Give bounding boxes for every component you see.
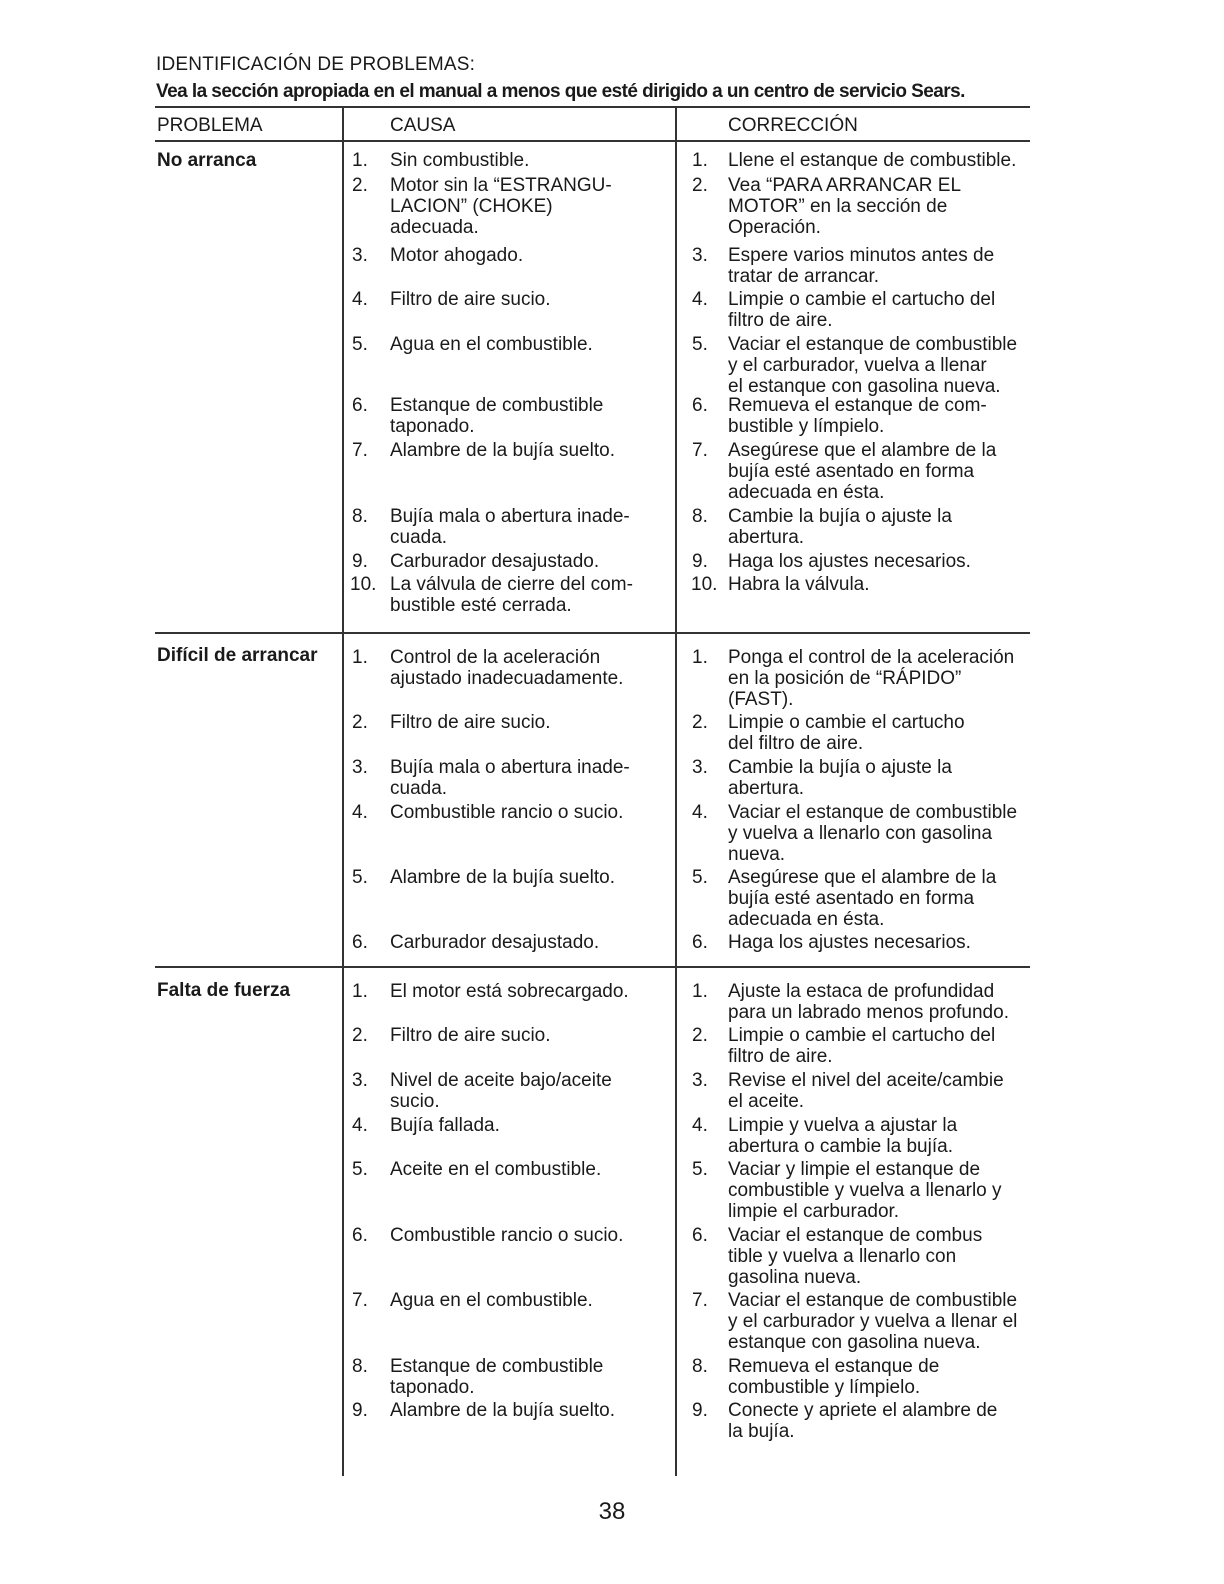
cause-text: Nivel de aceite bajo/aceite sucio. bbox=[390, 1070, 612, 1112]
correction-text: Limpie o cambie el cartucho del filtro de aire. bbox=[728, 289, 996, 331]
correction-text: Habra la válvula. bbox=[728, 574, 870, 595]
cause-text: Bujía fallada. bbox=[390, 1115, 500, 1136]
cause-number: 2. bbox=[352, 1025, 368, 1046]
correction-number: 2. bbox=[692, 1025, 708, 1046]
correction-number: 1. bbox=[692, 981, 708, 1002]
cause-number: 5. bbox=[352, 334, 368, 355]
cause-number: 1. bbox=[352, 981, 368, 1002]
correction-number: 5. bbox=[692, 867, 708, 888]
correction-text: Ajuste la estaca de profundidad para un labrado menos profundo. bbox=[728, 981, 1009, 1023]
cause-text: Sin combustible. bbox=[390, 150, 530, 171]
correction-text: Vaciar el estanque de combustible y el carburador, vuelva a llenar el estanque con gasolina nueva. bbox=[728, 334, 1018, 397]
problem-label: Difícil de arrancar bbox=[157, 645, 318, 666]
cause-text: Bujía mala o abertura inade- cuada. bbox=[390, 506, 630, 548]
correction-text: Haga los ajustes necesarios. bbox=[728, 932, 971, 953]
column-divider bbox=[342, 106, 344, 1476]
cause-number: 6. bbox=[352, 932, 368, 953]
cause-text: El motor está sobrecargado. bbox=[390, 981, 629, 1002]
cause-text: Carburador desajustado. bbox=[390, 932, 600, 953]
cause-text: Motor ahogado. bbox=[390, 245, 524, 266]
correction-number: 6. bbox=[692, 932, 708, 953]
cause-number: 4. bbox=[352, 802, 368, 823]
column-divider bbox=[675, 106, 677, 1476]
header-causa: CAUSA bbox=[390, 115, 456, 136]
cause-number: 9. bbox=[352, 1400, 368, 1421]
correction-number: 8. bbox=[692, 506, 708, 527]
cause-text: Bujía mala o abertura inade- cuada. bbox=[390, 757, 630, 799]
cause-text: Combustible rancio o sucio. bbox=[390, 802, 624, 823]
correction-number: 7. bbox=[692, 440, 708, 461]
correction-text: Limpie y vuelva a ajustar la abertura o cambie la bujía. bbox=[728, 1115, 958, 1157]
cause-text: La válvula de cierre del com- bustible esté cerrada. bbox=[390, 574, 633, 616]
correction-text: Cambie la bujía o ajuste la abertura. bbox=[728, 757, 952, 799]
cause-text: Control de la aceleración ajustado inadecuadamente. bbox=[390, 647, 624, 689]
cause-number: 4. bbox=[352, 1115, 368, 1136]
correction-number: 9. bbox=[692, 1400, 708, 1421]
correction-text: Vaciar y limpie el estanque de combustible y vuelva a llenarlo y limpie el carburador. bbox=[728, 1159, 1002, 1222]
cause-text: Combustible rancio o sucio. bbox=[390, 1225, 624, 1246]
cause-text: Aceite en el combustible. bbox=[390, 1159, 602, 1180]
problem-label: Falta de fuerza bbox=[157, 980, 291, 1001]
cause-number: 1. bbox=[352, 647, 368, 668]
correction-text: Vaciar el estanque de combustible y vuelva a llenarlo con gasolina nueva. bbox=[728, 802, 1018, 865]
correction-number: 2. bbox=[692, 712, 708, 733]
correction-text: Vaciar el estanque de combustible y el carburador y vuelva a llenar el estanque con gasolina nueva. bbox=[728, 1290, 1018, 1353]
page-number: 38 bbox=[598, 1498, 626, 1525]
correction-text: Vaciar el estanque de combus tible y vuelva a llenarlo con gasolina nueva. bbox=[728, 1225, 983, 1288]
cause-number: 3. bbox=[352, 245, 368, 266]
cause-number: 2. bbox=[352, 712, 368, 733]
cause-number: 5. bbox=[352, 1159, 368, 1180]
cause-text: Filtro de aire sucio. bbox=[390, 712, 551, 733]
header-correccion: CORRECCIÓN bbox=[728, 115, 858, 136]
correction-text: Limpie o cambie el cartucho del filtro de aire. bbox=[728, 1025, 996, 1067]
correction-text: Asegúrese que el alambre de la bujía esté asentado en forma adecuada en ésta. bbox=[728, 867, 997, 930]
cause-number: 2. bbox=[352, 175, 368, 196]
header-bottom-rule bbox=[155, 140, 1030, 142]
correction-number: 4. bbox=[692, 289, 708, 310]
cause-number: 8. bbox=[352, 1356, 368, 1377]
section-divider bbox=[155, 632, 1030, 634]
header-problema: PROBLEMA bbox=[157, 115, 263, 136]
correction-number: 8. bbox=[692, 1356, 708, 1377]
section-divider bbox=[155, 966, 1030, 968]
cause-number: 10. bbox=[350, 574, 377, 595]
cause-text: Motor sin la “ESTRANGU- LACION” (CHOKE) adecuada. bbox=[390, 175, 612, 238]
correction-number: 3. bbox=[692, 757, 708, 778]
cause-number: 6. bbox=[352, 1225, 368, 1246]
correction-text: Llene el estanque de combustible. bbox=[728, 150, 1017, 171]
cause-number: 3. bbox=[352, 757, 368, 778]
cause-number: 7. bbox=[352, 1290, 368, 1311]
table-top-rule bbox=[155, 106, 1030, 108]
cause-number: 3. bbox=[352, 1070, 368, 1091]
correction-text: Cambie la bujía o ajuste la abertura. bbox=[728, 506, 952, 548]
cause-text: Estanque de combustible taponado. bbox=[390, 1356, 604, 1398]
correction-text: Remueva el estanque de combustible y límpielo. bbox=[728, 1356, 940, 1398]
correction-text: Asegúrese que el alambre de la bujía esté asentado en forma adecuada en ésta. bbox=[728, 440, 997, 503]
cause-number: 7. bbox=[352, 440, 368, 461]
correction-number: 1. bbox=[692, 647, 708, 668]
correction-text: Haga los ajustes necesarios. bbox=[728, 551, 971, 572]
correction-number: 9. bbox=[692, 551, 708, 572]
cause-text: Agua en el combustible. bbox=[390, 1290, 593, 1311]
cause-text: Alambre de la bujía suelto. bbox=[390, 440, 615, 461]
correction-number: 4. bbox=[692, 1115, 708, 1136]
correction-text: Revise el nivel del aceite/cambie el aceite. bbox=[728, 1070, 1004, 1112]
correction-number: 3. bbox=[692, 1070, 708, 1091]
cause-text: Filtro de aire sucio. bbox=[390, 1025, 551, 1046]
correction-number: 6. bbox=[692, 1225, 708, 1246]
cause-text: Alambre de la bujía suelto. bbox=[390, 1400, 615, 1421]
cause-number: 1. bbox=[352, 150, 368, 171]
page-title: IDENTIFICACIÓN DE PROBLEMAS: bbox=[156, 54, 476, 75]
cause-number: 9. bbox=[352, 551, 368, 572]
cause-text: Filtro de aire sucio. bbox=[390, 289, 551, 310]
cause-number: 5. bbox=[352, 867, 368, 888]
cause-text: Agua en el combustible. bbox=[390, 334, 593, 355]
correction-text: Vea “PARA ARRANCAR EL MOTOR” en la sección de Operación. bbox=[728, 175, 962, 238]
correction-text: Conecte y apriete el alambre de la bujía. bbox=[728, 1400, 998, 1442]
correction-text: Limpie o cambie el cartucho del filtro de aire. bbox=[728, 712, 965, 754]
cause-text: Alambre de la bujía suelto. bbox=[390, 867, 615, 888]
cause-text: Carburador desajustado. bbox=[390, 551, 600, 572]
correction-number: 1. bbox=[692, 150, 708, 171]
correction-number: 4. bbox=[692, 802, 708, 823]
correction-text: Espere varios minutos antes de tratar de arrancar. bbox=[728, 245, 995, 287]
correction-number: 10. bbox=[691, 574, 718, 595]
problem-label: No arranca bbox=[157, 150, 257, 171]
correction-number: 2. bbox=[692, 175, 708, 196]
cause-text: Estanque de combustible taponado. bbox=[390, 395, 604, 437]
correction-number: 6. bbox=[692, 395, 708, 416]
correction-number: 3. bbox=[692, 245, 708, 266]
correction-number: 7. bbox=[692, 1290, 708, 1311]
page-subtitle: Vea la sección apropiada en el manual a menos que esté dirigido a un centro de servicio Sears. bbox=[156, 81, 965, 102]
cause-number: 4. bbox=[352, 289, 368, 310]
correction-number: 5. bbox=[692, 1159, 708, 1180]
correction-number: 5. bbox=[692, 334, 708, 355]
cause-number: 6. bbox=[352, 395, 368, 416]
correction-text: Remueva el estanque de com- bustible y límpielo. bbox=[728, 395, 987, 437]
cause-number: 8. bbox=[352, 506, 368, 527]
correction-text: Ponga el control de la aceleración en la posición de “RÁPIDO” (FAST). bbox=[728, 647, 1015, 710]
